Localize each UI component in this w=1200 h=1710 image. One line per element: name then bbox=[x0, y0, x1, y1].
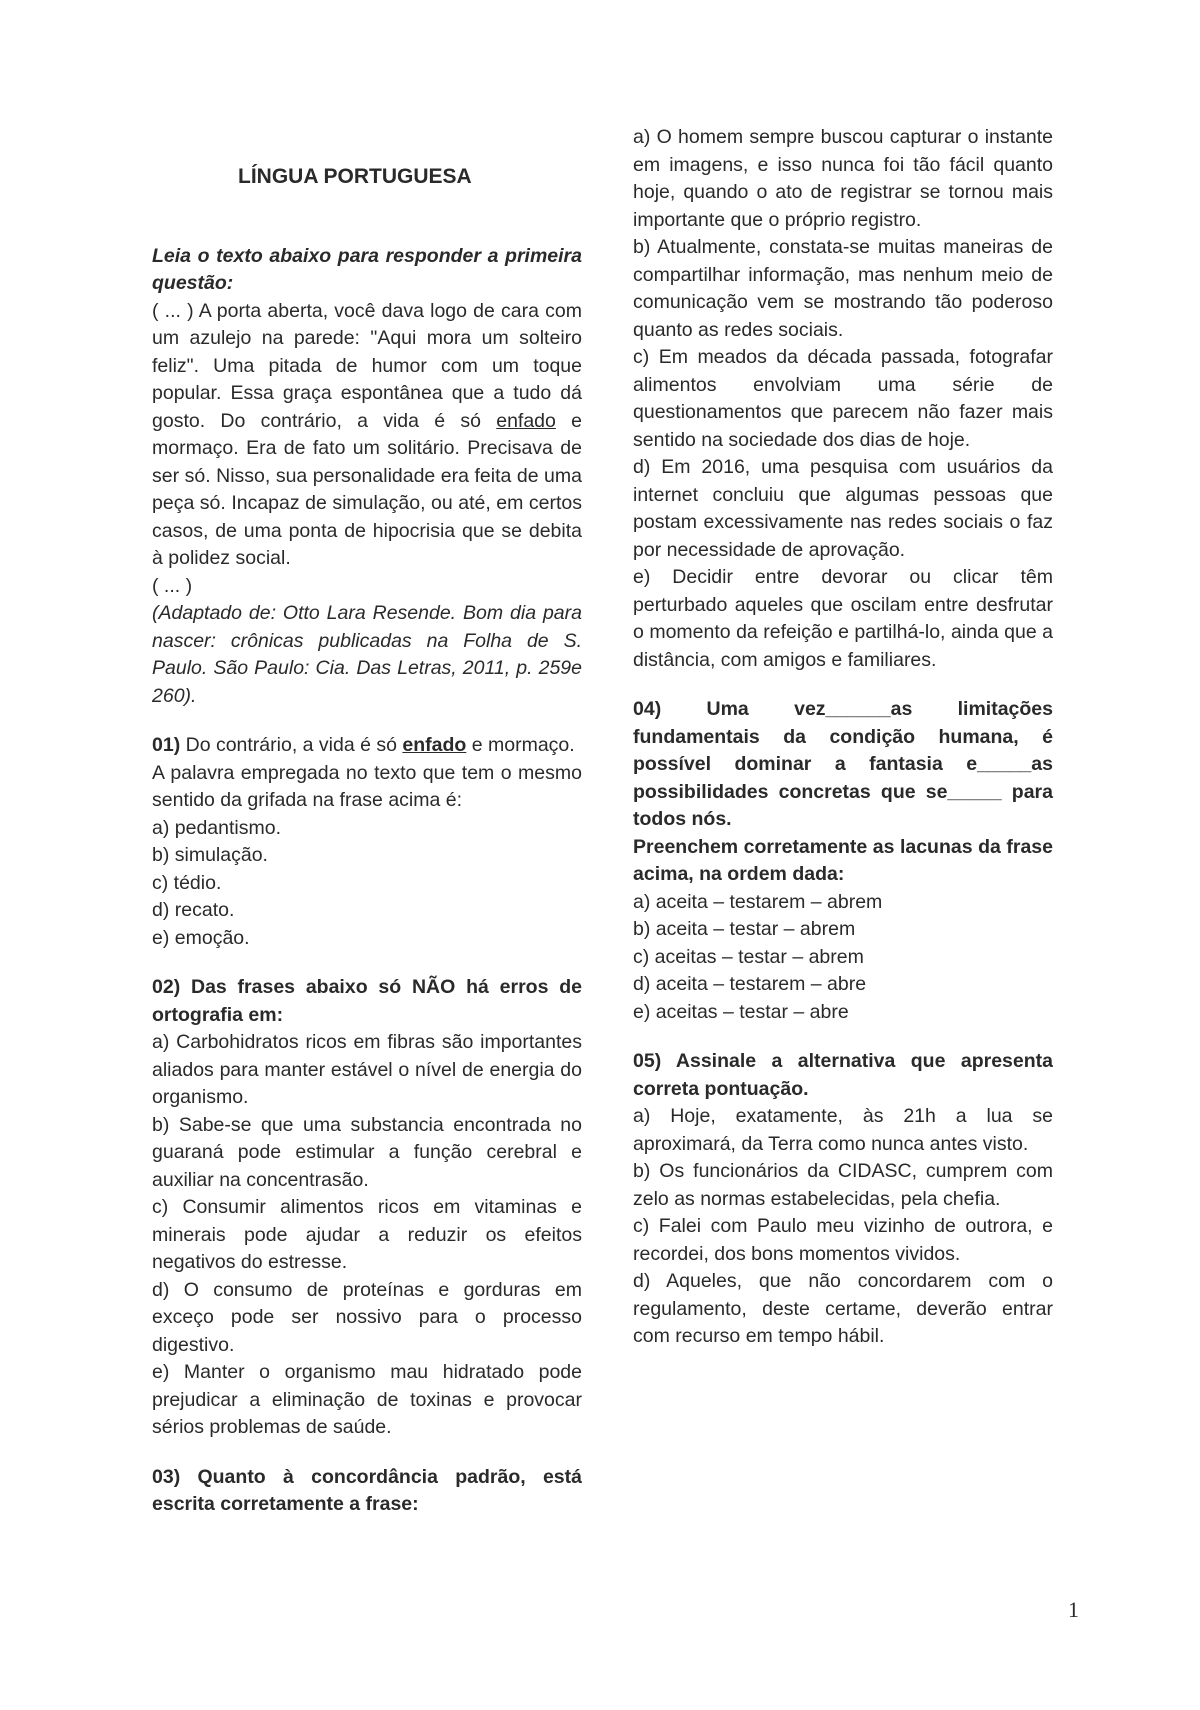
option-a: a) Carbohidratos ricos em fibras são importantes aliados para manter estável o nível de energia do organismo. bbox=[152, 1031, 582, 1108]
option-c: c) aceitas – testar – abrem bbox=[633, 945, 864, 968]
option-a: a) pedantismo. bbox=[152, 816, 281, 839]
question-05-heading: 05) Assinale a alternativa que apresenta correta pontuação. bbox=[633, 1050, 1053, 1100]
option-b: b) Atualmente, constata-se muitas maneiras de compartilhar informação, mas nenhum meio de comunicação vem se mostrando tão poderoso quanto as redes sociais. bbox=[633, 236, 1053, 341]
option-e: e) emoção. bbox=[152, 926, 250, 949]
question-02 bbox=[152, 974, 582, 1442]
option-a: a) O homem sempre buscou capturar o instante em imagens, e isso nunca foi tão fácil quanto hoje, quando o ato de registrar se tornou mais importante que o próprio registro. bbox=[633, 126, 1053, 231]
question-01-prompt: A palavra empregada no texto que tem o mesmo sentido da grifada na frase acima é: bbox=[152, 761, 582, 811]
passage-ellipsis: ( ... ) bbox=[152, 574, 193, 597]
option-a: a) Hoje, exatamente, às 21h a lua se aproximará, da Terra como nunca antes visto. bbox=[633, 1105, 1053, 1155]
option-d: d) recato. bbox=[152, 899, 235, 921]
question-04-prompt: Preenchem corretamente as lacunas da frase acima, na ordem dada: bbox=[633, 835, 1053, 885]
question-03-heading: 03) Quanto à concordância padrão, está escrita corretamente a frase: bbox=[152, 1465, 582, 1515]
question-01-sentence-start: Do contrário, a vida é só bbox=[180, 734, 403, 756]
passage-end: e mormaço. Era de fato um solitário. Precisava de ser só. Nisso, sua personalidade era feita de uma peça só. Incapaz de simulação, ou até, em certos casos, de uma ponta de hipocrisia que se debita à polidez social. bbox=[152, 409, 582, 569]
passage-underlined-word: enfado bbox=[496, 409, 556, 432]
question-03-options bbox=[633, 124, 1053, 674]
page-number: 1 bbox=[1068, 1597, 1079, 1622]
question-03 bbox=[152, 1464, 582, 1519]
question-04-heading: 04) Uma vez______as limitações fundamentais da condição humana, é possível dominar a fantasia e_____as possibilidades concretas que se_____ para todos nós. bbox=[633, 698, 1053, 830]
option-b: b) Sabe-se que uma substancia encontrada no guaraná pode estimular a função cerebral e auxiliar na concentrasão. bbox=[152, 1113, 582, 1191]
option-e: e) Manter o organismo mau hidratado pode prejudicar a eliminação de toxinas e provocar sérios problemas de saúde. bbox=[152, 1361, 582, 1438]
option-d: d) Aqueles, que não concordarem com o regulamento, deste certame, deverão entrar com recurso em tempo hábil. bbox=[633, 1270, 1053, 1347]
question-02-heading: 02) Das frases abaixo só NÃO há erros de ortografia em: bbox=[152, 976, 582, 1026]
left-column bbox=[152, 163, 582, 1519]
question-01-number: 01) bbox=[152, 734, 181, 756]
page-title: LÍNGUA PORTUGUESA bbox=[238, 165, 472, 188]
option-c: c) tédio. bbox=[152, 871, 222, 894]
option-b: b) Os funcionários da CIDASC, cumprem com zelo as normas estabelecidas, pela chefia. bbox=[633, 1160, 1053, 1210]
option-b: b) simulação. bbox=[152, 844, 268, 866]
passage-text bbox=[152, 298, 582, 573]
option-e: e) aceitas – testar – abre bbox=[633, 1000, 849, 1023]
option-e: e) Decidir entre devorar ou clicar têm perturbado aqueles que oscilam entre desfrutar o momento da refeição e partilhá-lo, ainda que a distância, com amigos e familiares. bbox=[633, 566, 1053, 671]
option-d: d) Em 2016, uma pesquisa com usuários da internet concluiu que algumas pessoas que postam excessivamente nas redes sociais o faz por necessidade de aprovação. bbox=[633, 456, 1053, 561]
question-01-sentence-end: e mormaço. bbox=[466, 734, 575, 756]
right-column bbox=[633, 124, 1053, 1351]
option-b: b) aceita – testar – abrem bbox=[633, 918, 856, 940]
option-c: c) Consumir alimentos ricos em vitaminas e minerais pode ajudar a reduzir os efeitos negativos do estresse. bbox=[152, 1196, 582, 1273]
option-d: d) O consumo de proteínas e gorduras em exceço pode ser nossivo para o processo digestivo. bbox=[152, 1278, 582, 1356]
passage-start: ( ... ) A porta aberta, você dava logo de cara com um azulejo na parede: "Aqui mora um solteiro feliz". Uma pitada de humor com um toque popular. Essa graça espontânea que a tudo dá gosto. Do contrário, a vida é só bbox=[152, 299, 582, 432]
option-c: c) Falei com Paulo meu vizinho de outrora, e recordei, dos bons momentos vividos. bbox=[633, 1215, 1053, 1265]
option-d: d) aceita – testarem – abre bbox=[633, 973, 867, 995]
question-01-highlighted-word: enfado bbox=[402, 734, 467, 756]
reading-instruction: Leia o texto abaixo para responder a primeira questão: bbox=[152, 244, 582, 294]
question-04 bbox=[633, 696, 1053, 1026]
option-c: c) Em meados da década passada, fotografar alimentos envolviam uma série de questionamentos que parecem não fazer mais sentido na sociedade dos dias de hoje. bbox=[633, 346, 1053, 451]
question-05 bbox=[633, 1048, 1053, 1351]
option-a: a) aceita – testarem – abrem bbox=[633, 890, 883, 913]
question-01-sentence bbox=[152, 732, 582, 760]
passage-source: (Adaptado de: Otto Lara Resende. Bom dia para nascer: crônicas publicadas na Folha de S. Paulo. São Paulo: Cia. Das Letras, 2011, p. 259e 260). bbox=[152, 602, 582, 707]
question-01 bbox=[152, 732, 582, 952]
